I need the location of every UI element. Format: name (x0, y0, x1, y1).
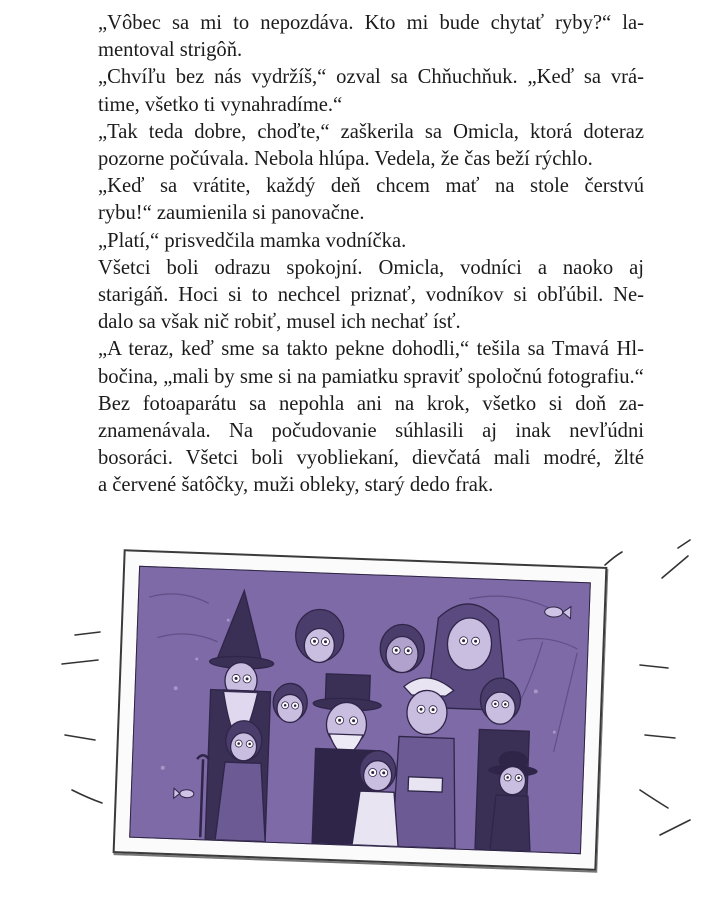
text-line: bočina, „mali by sme si na pamiatku spraviť spoločnú fotografiu.“ (98, 365, 644, 388)
text-line: znamenávala. Na počudovanie súhlasili aj inak nevľúdni (98, 420, 644, 443)
text-line: „Keď sa vrátite, každý deň chcem mať na stole čerstvú (98, 175, 644, 198)
text-line: „Chvíľu bez nás vydržíš,“ ozval sa Chňuchňuk. „Keď sa vrá- (98, 66, 644, 89)
paragraph-8 (98, 391, 644, 500)
text-line: „Platí,“ prisvedčila mamka vodníčka. (98, 229, 407, 252)
text-line: „Vôbec sa mi to nepozdáva. Kto mi bude chytať ryby?“ la- (98, 12, 644, 34)
paragraph-5 (98, 228, 644, 255)
group-photo-illustration (129, 566, 591, 854)
photograph (113, 549, 608, 871)
text-line: bosoráci. Všetci boli vyobliekaní, dievčatá mali modré, žlté (98, 447, 644, 470)
text-line: time, všetko ti vynahradíme.“ (98, 93, 343, 116)
paragraph-3 (98, 119, 644, 173)
paragraph-7 (98, 336, 644, 390)
paragraph-6 (98, 255, 644, 337)
story-text (98, 10, 644, 500)
text-line: rybu!“ zaumienila si panovačne. (98, 202, 365, 225)
text-line: mentoval strigôň. (98, 39, 243, 62)
text-line: starigáň. Hoci si to nechcel priznať, vodníkov si obľúbil. Ne- (98, 284, 644, 307)
text-line: dalo sa však nič robiť, musel ich nechať ísť. (98, 311, 461, 334)
paragraph-2 (98, 64, 644, 118)
paragraph-4 (98, 173, 644, 227)
text-line: Všetci boli odrazu spokojní. Omicla, vodníci a naoko aj (98, 256, 644, 279)
paragraph-1 (98, 10, 644, 64)
text-line: pozorne počúvala. Nebola hlúpa. Vedela, že čas beží rýchlo. (98, 148, 593, 171)
family-portrait-image (130, 567, 590, 853)
text-line: a červené šatôčky, muži obleky, starý dedo frak. (98, 474, 494, 497)
text-line: Bez fotoaparátu sa nepohla ani na krok, všetko si doň za- (98, 392, 644, 415)
text-line: „A teraz, keď sme sa takto pekne dohodli,“ tešila sa Tmavá Hl- (98, 338, 644, 361)
text-line: „Tak teda dobre, choďte,“ zaškerila sa Omicla, ktorá doteraz (98, 120, 644, 143)
